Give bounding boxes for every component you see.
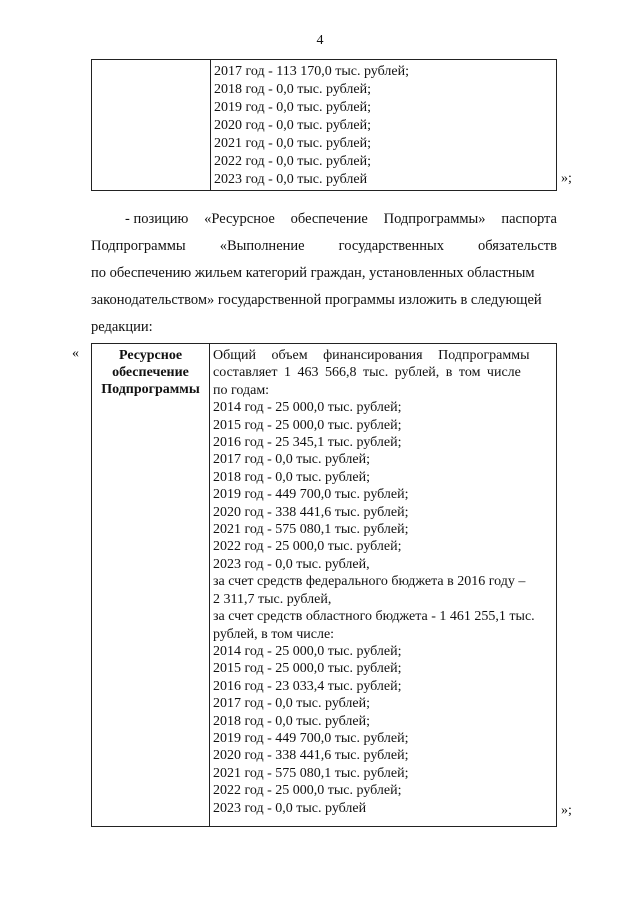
- table2-line: составляет 1 463 566,8 тыс. рублей, в том числе: [213, 365, 521, 381]
- word: обеспечение: [290, 211, 368, 227]
- table2-line: 2017 год - 0,0 тыс. рублей;: [213, 696, 371, 712]
- table2-line: по годам:: [213, 382, 270, 398]
- table2-line: 2018 год - 0,0 тыс. рублей;: [213, 469, 371, 485]
- word: «Выполнение: [219, 238, 305, 254]
- table1-line: 2017 год - 113 170,0 тыс. рублей;: [214, 64, 409, 79]
- label-line: обеспечение: [112, 365, 189, 380]
- table2-line: 2 311,7 тыс. рублей,: [213, 591, 332, 607]
- table2-line: рублей, в том числе:: [213, 626, 335, 642]
- table2-line: 2019 год - 449 700,0 тыс. рублей;: [213, 730, 409, 746]
- table2-line: 2014 год - 25 000,0 тыс. рублей;: [213, 643, 402, 659]
- word: «Ресурсное: [204, 211, 275, 227]
- table2-close-quote: »;: [561, 803, 572, 818]
- word: - позицию: [125, 211, 189, 227]
- word: Подпрограммы: [91, 238, 186, 254]
- label-line: Подпрограммы: [101, 382, 200, 397]
- table1-line: 2020 год - 0,0 тыс. рублей;: [214, 118, 372, 133]
- table1-line: 2019 год - 0,0 тыс. рублей;: [214, 100, 372, 115]
- table2-line: 2023 год - 0,0 тыс. рублей: [213, 800, 367, 816]
- table2-line: 2019 год - 449 700,0 тыс. рублей;: [213, 487, 409, 503]
- table2-line: 2022 год - 25 000,0 тыс. рублей;: [213, 783, 402, 799]
- table1-line: 2022 год - 0,0 тыс. рублей;: [214, 154, 372, 169]
- table2-line: 2015 год - 25 000,0 тыс. рублей;: [213, 417, 402, 433]
- table2-line-justified: [213, 347, 552, 364]
- table2-line: 2017 год - 0,0 тыс. рублей;: [213, 452, 371, 468]
- table2-line: 2015 год - 25 000,0 тыс. рублей;: [213, 661, 402, 677]
- table1-line: 2023 год - 0,0 тыс. рублей: [214, 172, 368, 187]
- table2-line: 2022 год - 25 000,0 тыс. рублей;: [213, 539, 402, 555]
- table2-label-cell: [92, 344, 210, 826]
- table2-line: 2020 год - 338 441,6 тыс. рублей;: [213, 748, 409, 764]
- table2-line: 2020 год - 338 441,6 тыс. рублей;: [213, 504, 409, 520]
- word: Общий объем финансирования Подпрограммы: [213, 348, 530, 363]
- table2-line: 2018 год - 0,0 тыс. рублей;: [213, 713, 371, 729]
- table1-line: 2018 год - 0,0 тыс. рублей;: [214, 82, 372, 97]
- table2-line: 2021 год - 575 080,1 тыс. рублей;: [213, 765, 409, 781]
- table2-value-cell: [210, 344, 556, 826]
- resource-provision-table: [91, 343, 557, 827]
- paragraph-line-5: редакции:: [91, 319, 153, 335]
- word: обязательств: [478, 238, 557, 254]
- table1-close-quote: »;: [561, 171, 572, 186]
- table2-open-quote: «: [72, 346, 79, 361]
- word: паспорта: [501, 211, 557, 227]
- table2-line: 2021 год - 575 080,1 тыс. рублей;: [213, 522, 409, 538]
- instruction-paragraph: [91, 206, 557, 341]
- table1-right-cell: [211, 60, 556, 190]
- table2-line: 2014 год - 25 000,0 тыс. рублей;: [213, 400, 402, 416]
- label-line: Ресурсное: [118, 348, 183, 363]
- table2-line: 2016 год - 25 345,1 тыс. рублей;: [213, 435, 402, 451]
- word: Подпрограммы»: [383, 211, 486, 227]
- paragraph-line-1: [91, 206, 557, 233]
- table2-line: 2023 год - 0,0 тыс. рублей,: [213, 556, 370, 572]
- paragraph-line-3: по обеспечению жильем категорий граждан, установленных областным: [91, 265, 535, 281]
- page-number: 4: [316, 33, 324, 48]
- table2-line: за счет средств федерального бюджета в 2016 году –: [213, 574, 526, 590]
- table2-line: 2016 год - 23 033,4 тыс. рублей;: [213, 678, 402, 694]
- table1-left-cell: [92, 60, 211, 190]
- paragraph-line-4: законодательством» государственной программы изложить в следующей: [91, 292, 542, 308]
- paragraph-line-2: [91, 233, 557, 260]
- table1-line: 2021 год - 0,0 тыс. рублей;: [214, 136, 372, 151]
- word: государственных: [338, 238, 444, 254]
- funding-table-continuation: [91, 59, 557, 191]
- table2-line: за счет средств областного бюджета - 1 461 255,1 тыс.: [213, 609, 535, 625]
